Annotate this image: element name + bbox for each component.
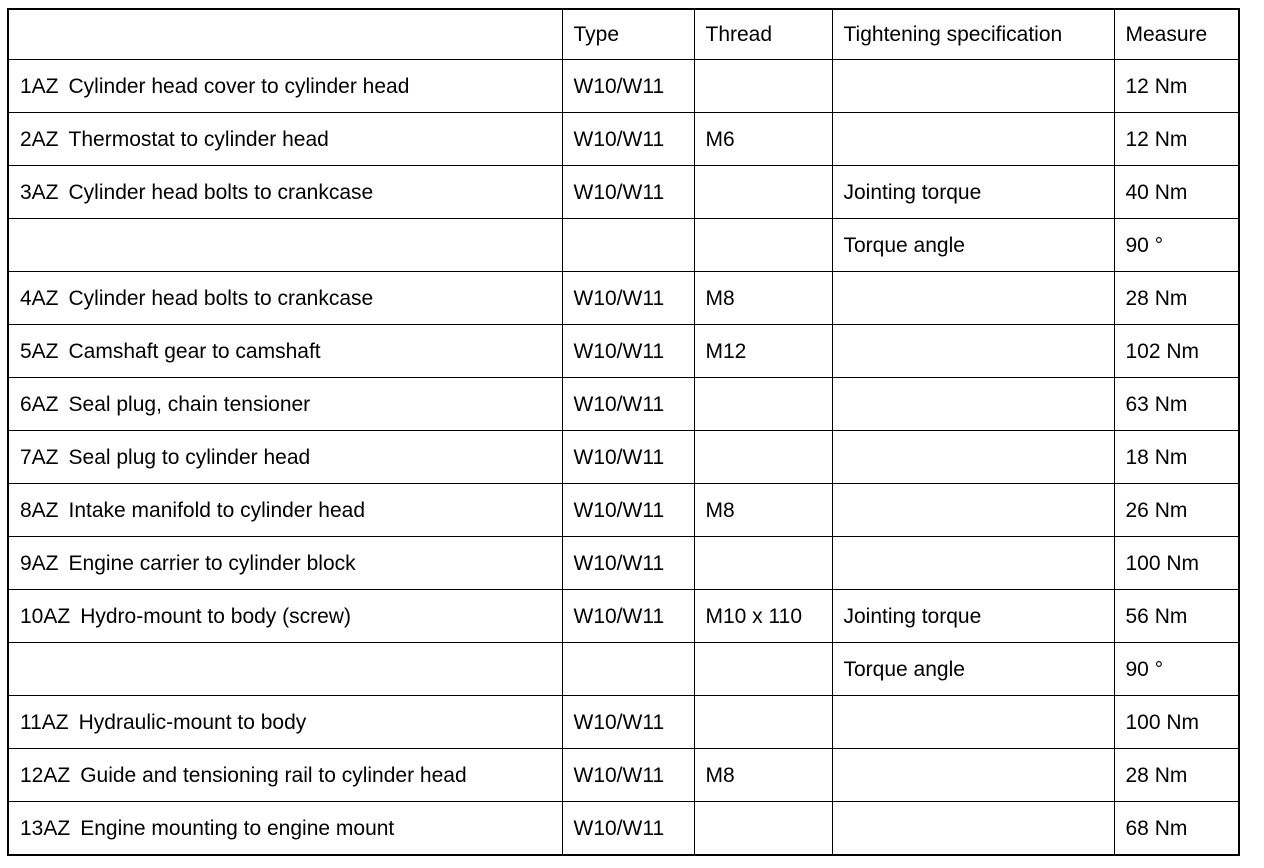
cell-thread — [694, 378, 832, 431]
cell-measure: 12 Nm — [1114, 113, 1239, 166]
item-code: 2AZ — [20, 127, 59, 151]
cell-type: W10/W11 — [562, 590, 694, 643]
cell-type: W10/W11 — [562, 60, 694, 113]
cell-thread — [694, 219, 832, 272]
cell-type: W10/W11 — [562, 696, 694, 749]
cell-measure: 28 Nm — [1114, 749, 1239, 802]
item-code: 6AZ — [20, 392, 59, 416]
cell-measure: 68 Nm — [1114, 802, 1239, 856]
cell-tightening-specification — [832, 696, 1114, 749]
table-row — [8, 219, 1239, 272]
cell-measure: 18 Nm — [1114, 431, 1239, 484]
cell-measure: 40 Nm — [1114, 166, 1239, 219]
cell-measure: 12 Nm — [1114, 60, 1239, 113]
cell-description — [8, 749, 562, 802]
cell-description — [8, 166, 562, 219]
cell-thread — [694, 431, 832, 484]
cell-measure: 26 Nm — [1114, 484, 1239, 537]
cell-tightening-specification — [832, 484, 1114, 537]
item-code: 3AZ — [20, 180, 59, 204]
table-header-row — [8, 9, 1239, 60]
table-row — [8, 802, 1239, 856]
item-code: 12AZ — [20, 763, 71, 787]
cell-thread: M8 — [694, 272, 832, 325]
cell-type: W10/W11 — [562, 484, 694, 537]
cell-tightening-specification — [832, 272, 1114, 325]
table-row — [8, 484, 1239, 537]
cell-type — [562, 219, 694, 272]
cell-description — [8, 484, 562, 537]
item-description: Seal plug to cylinder head — [68, 445, 311, 469]
cell-description — [8, 590, 562, 643]
cell-thread: M10 x 110 — [694, 590, 832, 643]
item-description: Intake manifold to cylinder head — [68, 498, 366, 522]
item-code: 1AZ — [20, 74, 59, 98]
cell-measure: 100 Nm — [1114, 696, 1239, 749]
cell-measure: 56 Nm — [1114, 590, 1239, 643]
cell-tightening-specification — [832, 60, 1114, 113]
table-row — [8, 537, 1239, 590]
cell-tightening-specification: Torque angle — [832, 643, 1114, 696]
cell-measure: 100 Nm — [1114, 537, 1239, 590]
cell-thread: M12 — [694, 325, 832, 378]
cell-tightening-specification: Jointing torque — [832, 590, 1114, 643]
cell-thread — [694, 643, 832, 696]
cell-thread — [694, 696, 832, 749]
cell-thread — [694, 802, 832, 856]
table-body — [8, 9, 1239, 855]
cell-type: W10/W11 — [562, 166, 694, 219]
item-description: Cylinder head bolts to crankcase — [68, 286, 374, 310]
cell-measure: 90 ° — [1114, 219, 1239, 272]
item-code: 5AZ — [20, 339, 59, 363]
item-code: 13AZ — [20, 816, 71, 840]
cell-tightening-specification — [832, 802, 1114, 856]
item-description: Cylinder head cover to cylinder head — [68, 74, 410, 98]
cell-description — [8, 537, 562, 590]
item-code: 9AZ — [20, 551, 59, 575]
header-description — [8, 9, 562, 60]
cell-measure: 28 Nm — [1114, 272, 1239, 325]
item-code: 10AZ — [20, 604, 71, 628]
tightening-torque-table — [7, 8, 1240, 856]
cell-type — [562, 643, 694, 696]
cell-type: W10/W11 — [562, 802, 694, 856]
item-code: 4AZ — [20, 286, 59, 310]
header-measure: Measure — [1114, 9, 1239, 60]
cell-description — [8, 378, 562, 431]
table-row — [8, 696, 1239, 749]
cell-description — [8, 431, 562, 484]
item-description: Engine carrier to cylinder block — [68, 551, 356, 575]
cell-description — [8, 113, 562, 166]
table-row — [8, 643, 1239, 696]
header-thread: Thread — [694, 9, 832, 60]
cell-measure: 102 Nm — [1114, 325, 1239, 378]
cell-type: W10/W11 — [562, 378, 694, 431]
item-description: Hydraulic-mount to body — [78, 710, 307, 734]
item-code: 11AZ — [20, 710, 69, 734]
cell-type: W10/W11 — [562, 537, 694, 590]
item-description: Engine mounting to engine mount — [80, 816, 395, 840]
cell-type: W10/W11 — [562, 325, 694, 378]
cell-description — [8, 60, 562, 113]
item-description: Seal plug, chain tensioner — [68, 392, 311, 416]
table-row — [8, 749, 1239, 802]
item-code: 7AZ — [20, 445, 59, 469]
item-description: Cylinder head bolts to crankcase — [68, 180, 374, 204]
cell-description — [8, 696, 562, 749]
cell-tightening-specification — [832, 378, 1114, 431]
table-row — [8, 590, 1239, 643]
cell-measure: 63 Nm — [1114, 378, 1239, 431]
cell-tightening-specification — [832, 325, 1114, 378]
cell-type: W10/W11 — [562, 113, 694, 166]
cell-thread: M8 — [694, 749, 832, 802]
header-type: Type — [562, 9, 694, 60]
cell-tightening-specification — [832, 431, 1114, 484]
cell-description — [8, 643, 562, 696]
cell-tightening-specification: Torque angle — [832, 219, 1114, 272]
cell-thread — [694, 60, 832, 113]
cell-measure: 90 ° — [1114, 643, 1239, 696]
cell-type: W10/W11 — [562, 749, 694, 802]
cell-description — [8, 272, 562, 325]
cell-type: W10/W11 — [562, 272, 694, 325]
cell-tightening-specification — [832, 749, 1114, 802]
item-description: Camshaft gear to camshaft — [68, 339, 321, 363]
cell-description — [8, 325, 562, 378]
table-row — [8, 113, 1239, 166]
cell-thread — [694, 166, 832, 219]
cell-type: W10/W11 — [562, 431, 694, 484]
cell-description — [8, 219, 562, 272]
table-row — [8, 431, 1239, 484]
cell-tightening-specification — [832, 537, 1114, 590]
cell-thread: M6 — [694, 113, 832, 166]
table-row — [8, 325, 1239, 378]
cell-thread — [694, 537, 832, 590]
cell-description — [8, 802, 562, 856]
cell-thread: M8 — [694, 484, 832, 537]
header-tightening-specification: Tightening specification — [832, 9, 1114, 60]
item-description: Thermostat to cylinder head — [68, 127, 329, 151]
cell-tightening-specification — [832, 113, 1114, 166]
table-row — [8, 166, 1239, 219]
table-row — [8, 272, 1239, 325]
item-description: Guide and tensioning rail to cylinder head — [80, 763, 467, 787]
cell-tightening-specification: Jointing torque — [832, 166, 1114, 219]
item-description: Hydro-mount to body (screw) — [80, 604, 351, 628]
table-row — [8, 60, 1239, 113]
table-row — [8, 378, 1239, 431]
item-code: 8AZ — [20, 498, 59, 522]
